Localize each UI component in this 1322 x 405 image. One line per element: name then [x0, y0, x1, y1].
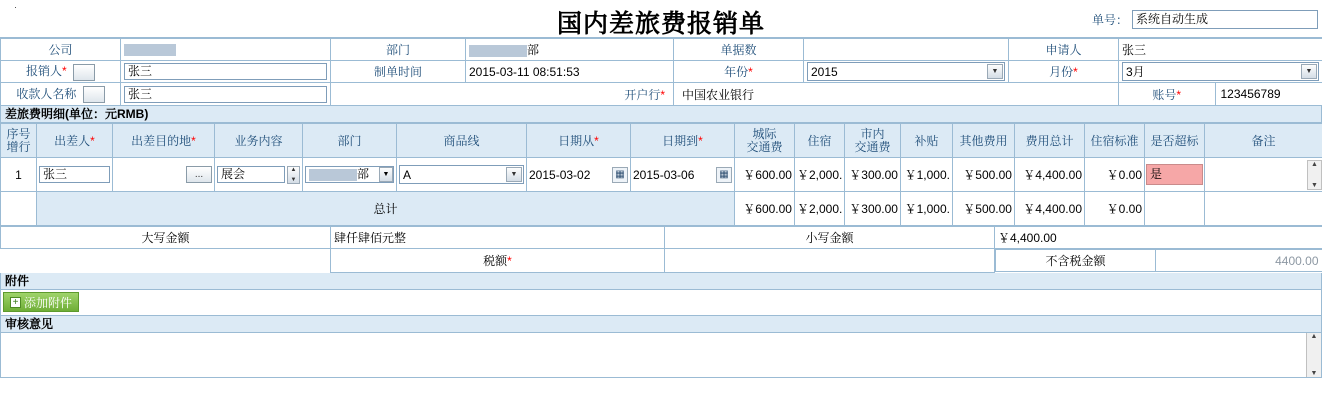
col-date-from: 日期从* — [527, 124, 631, 158]
audit-body[interactable] — [0, 333, 1322, 378]
account-cell — [1119, 83, 1322, 106]
col-business: 业务内容 — [215, 124, 303, 158]
remark-scrollbar[interactable] — [1307, 160, 1322, 190]
col-city-traffic: 市内 交通费 — [845, 124, 901, 158]
totals-label: 总计 — [37, 192, 735, 226]
totals-total: ￥4,400.00 — [1015, 192, 1085, 226]
bank-value: 中国农业银行 — [674, 83, 1119, 106]
destination-cell — [115, 166, 212, 183]
required-mark: * — [660, 87, 665, 102]
applicant-value: 张三 — [1119, 39, 1322, 61]
tax-value[interactable] — [665, 249, 995, 273]
totals-hotel-std: ￥0.00 — [1085, 192, 1145, 226]
chevron-down-icon[interactable]: ▼ — [506, 167, 522, 182]
dept-label: 部门 — [331, 39, 466, 61]
scroll-up-icon[interactable]: ▲ — [1310, 332, 1318, 340]
doc-count-label: 单据数 — [674, 39, 804, 61]
spin-up-icon[interactable]: ▲ — [290, 166, 297, 173]
cell-business — [215, 158, 303, 192]
info-row-2 — [1, 61, 1322, 83]
tax-spacer-left — [1, 249, 331, 273]
col-remark: 备注 — [1205, 124, 1322, 158]
reimburser-label: 报销人* — [1, 61, 121, 83]
reimburser-picker-button[interactable] — [73, 64, 95, 81]
lower-amount-value: ￥4,400.00 — [995, 227, 1322, 249]
date-to-value[interactable]: 2015-03-06 — [633, 167, 695, 182]
company-label: 公司 — [1, 39, 121, 61]
cell-hotel[interactable]: ￥2,000. — [795, 158, 845, 192]
col-other: 其他费用 — [953, 124, 1015, 158]
chevron-down-icon[interactable]: ▼ — [987, 64, 1003, 79]
company-masked-icon — [124, 44, 176, 56]
scroll-down-icon[interactable]: ▼ — [1310, 369, 1318, 377]
totals-hotel: ￥2,000. — [795, 192, 845, 226]
dept-cell-suffix: 部 — [357, 167, 370, 181]
year-select[interactable] — [807, 62, 1005, 81]
doc-count-value — [804, 39, 1009, 61]
cell-over-std — [1145, 158, 1205, 192]
traveler-input[interactable]: 张三 — [39, 166, 110, 183]
totals-city-traffic: ￥300.00 — [845, 192, 901, 226]
cell-total: ￥4,400.00 — [1015, 158, 1085, 192]
cell-subsidy[interactable]: ￥1,000. — [901, 158, 953, 192]
reimburser-input[interactable]: 张三 — [124, 63, 327, 80]
col-index[interactable] — [1, 124, 37, 158]
bill-no-group — [1092, 10, 1318, 29]
cell-product-line — [397, 158, 527, 192]
totals-over-std — [1145, 192, 1205, 226]
info-row-3 — [1, 83, 1322, 106]
tax-row — [1, 249, 1322, 273]
date-to-cell — [633, 167, 732, 183]
payee-value — [121, 83, 331, 106]
col-subsidy: 补贴 — [901, 124, 953, 158]
page-title: 国内差旅费报销单 — [556, 10, 765, 38]
audit-value[interactable] — [1, 333, 1321, 339]
bill-no-label: 单号： — [1091, 13, 1128, 27]
cell-date-to — [631, 158, 735, 192]
col-hotel: 住宿 — [795, 124, 845, 158]
month-label: 月份* — [1009, 61, 1119, 83]
corner-dot-icon: · — [14, 2, 17, 12]
col-over-std: 是否超标 — [1145, 124, 1205, 158]
dept-value — [466, 39, 674, 61]
amount-row — [1, 227, 1322, 249]
date-from-cell — [529, 167, 628, 183]
detail-header-row — [1, 124, 1322, 158]
attachments-title: 附件 — [0, 273, 1322, 290]
audit-scrollbar[interactable] — [1306, 333, 1321, 377]
company-value — [121, 39, 331, 61]
required-mark: * — [507, 253, 512, 268]
totals-remark — [1205, 192, 1322, 226]
make-time-value: 2015-03-11 08:51:53 — [466, 61, 674, 83]
cell-other[interactable]: ￥500.00 — [953, 158, 1015, 192]
excl-tax-cell — [995, 249, 1322, 273]
required-mark: * — [1073, 65, 1078, 79]
col-index-l2: 增行 — [6, 139, 31, 154]
cell-destination — [113, 158, 215, 192]
upper-amount-label: 大写金额 — [1, 227, 331, 249]
audit-title: 审核意见 — [0, 316, 1322, 333]
cell-traveler — [37, 158, 113, 192]
calendar-icon[interactable]: ▦ — [612, 167, 628, 183]
over-standard-flag: 是 — [1146, 164, 1203, 185]
col-index-l1: 序号 — [6, 126, 31, 141]
business-input[interactable]: 展会 — [217, 166, 285, 183]
col-traveler: 出差人* — [37, 124, 113, 158]
scroll-down-icon[interactable]: ▼ — [1311, 181, 1318, 189]
product-line-value: A — [403, 168, 412, 182]
table-row — [1, 158, 1322, 192]
totals-subsidy: ￥1,000. — [901, 192, 953, 226]
info-row-1 — [1, 39, 1322, 61]
make-time-label: 制单时间 — [331, 61, 466, 83]
col-date-to: 日期到* — [631, 124, 735, 158]
col-hotel-std: 住宿标准 — [1085, 124, 1145, 158]
required-mark: * — [62, 64, 67, 79]
upper-amount-value: 肆仟肆佰元整 — [331, 227, 665, 249]
detail-totals-row — [1, 192, 1322, 226]
destination-picker-button[interactable]: ... — [186, 166, 212, 183]
year-select-value: 2015 — [811, 65, 838, 79]
amount-table — [0, 226, 1322, 273]
account-value: 123456789 — [1215, 83, 1322, 105]
attachments-body — [0, 290, 1322, 316]
cell-intercity[interactable]: ￥600.00 — [735, 158, 795, 192]
month-field — [1119, 61, 1322, 83]
required-mark: * — [748, 65, 753, 79]
bill-no-input[interactable]: 系统自动生成 — [1132, 10, 1318, 29]
dept-select[interactable] — [305, 166, 394, 183]
detail-table — [0, 123, 1322, 226]
add-attachment-button[interactable] — [3, 292, 79, 312]
col-destination: 出差目的地* — [113, 124, 215, 158]
dept-suffix: 部 — [527, 43, 540, 57]
traveler-cell — [39, 166, 110, 183]
applicant-label: 申请人 — [1009, 39, 1119, 61]
row-index: 1 — [1, 158, 37, 192]
spin-down-icon[interactable]: ▼ — [290, 176, 297, 183]
cell-city-traffic[interactable]: ￥300.00 — [845, 158, 901, 192]
bank-label: 开户行* — [331, 83, 674, 106]
product-line-select[interactable] — [399, 165, 524, 184]
col-intercity: 城际 交通费 — [735, 124, 795, 158]
business-spinner[interactable] — [287, 166, 300, 184]
payee-picker-button[interactable] — [83, 86, 105, 103]
dept-masked-icon — [469, 45, 527, 57]
col-total: 费用总计 — [1015, 124, 1085, 158]
lower-amount-label: 小写金额 — [665, 227, 995, 249]
detail-section-title: 差旅费明细(单位：元RMB) — [0, 106, 1322, 123]
excl-tax-value: 4400.00 — [1156, 250, 1322, 272]
date-from-value[interactable]: 2015-03-02 — [529, 167, 591, 182]
add-attachment-label: 添加附件 — [24, 295, 73, 310]
form-header — [0, 0, 1322, 38]
payee-input[interactable]: 张三 — [124, 86, 327, 103]
business-cell — [217, 166, 300, 184]
year-field — [804, 61, 1009, 83]
account-label: 账号* — [1119, 83, 1215, 105]
payee-label: 收款人名称 — [1, 83, 121, 106]
required-mark: * — [1176, 87, 1182, 102]
col-dept: 部门 — [303, 124, 397, 158]
plus-icon: + — [10, 297, 21, 308]
chevron-down-icon[interactable]: ▼ — [379, 167, 393, 182]
dept-cell — [305, 166, 394, 183]
totals-intercity: ￥600.00 — [735, 192, 795, 226]
cell-remark — [1205, 158, 1322, 192]
excl-tax-label: 不含税金额 — [996, 250, 1156, 272]
dept-masked-icon — [309, 169, 357, 181]
col-product-line: 商品线 — [397, 124, 527, 158]
cell-hotel-std: ￥0.00 — [1085, 158, 1145, 192]
reimburser-value — [121, 61, 331, 83]
info-table — [0, 38, 1322, 106]
calendar-icon[interactable]: ▦ — [716, 167, 732, 183]
cell-dept — [303, 158, 397, 192]
totals-other: ￥500.00 — [953, 192, 1015, 226]
year-label: 年份* — [674, 61, 804, 83]
chevron-down-icon[interactable]: ▼ — [1301, 64, 1317, 79]
month-select-value: 3月 — [1126, 65, 1145, 79]
totals-spacer — [1, 192, 37, 226]
month-select[interactable] — [1122, 62, 1319, 81]
scroll-up-icon[interactable]: ▲ — [1311, 160, 1318, 168]
cell-date-from — [527, 158, 631, 192]
tax-label: 税额* — [331, 249, 665, 273]
